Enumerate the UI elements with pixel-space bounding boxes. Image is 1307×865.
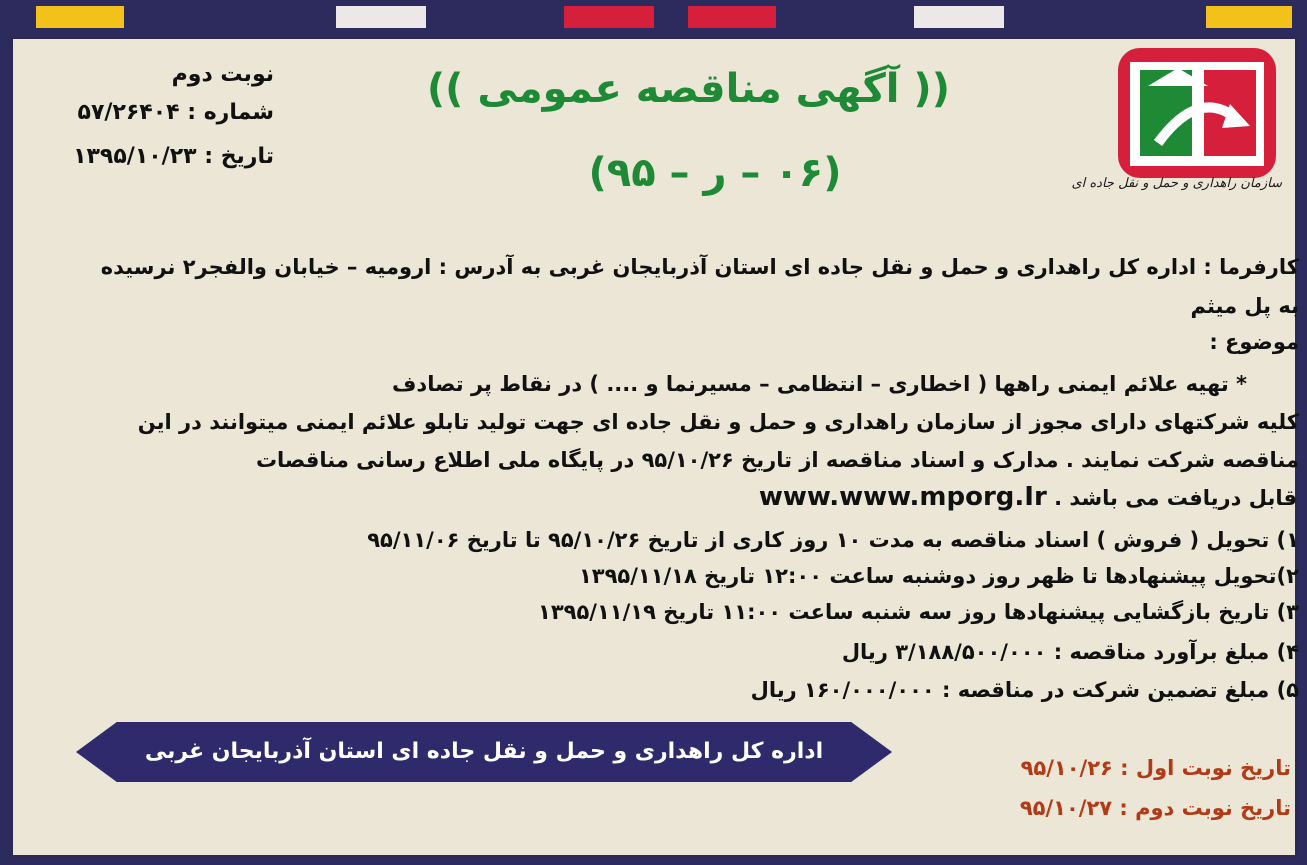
item-4: ۴) مبلغ برآورد مناقصه : ۳/۱۸۸/۵۰۰/۰۰۰ ریال: [841, 640, 1299, 664]
notice-number: شماره : ۵۷/۲۶۴۰۴: [77, 100, 274, 125]
notice-date: تاریخ : ۱۳۹۵/۱۰/۲۳: [73, 144, 274, 169]
client-line-2: به پل میثم: [1190, 294, 1299, 318]
notice-round: نوبت دوم: [171, 62, 274, 87]
strip-white-1: [336, 6, 426, 28]
client-line-1: کارفرما : اداره کل راهداری و حمل و نقل جاده ای استان آذربایجان غربی به آدرس : ارومیه – خیابان والفجر۲ نرسیده: [100, 255, 1299, 279]
logo-caption: سازمان راهداری و حمل و نقل جاده ای: [1071, 176, 1282, 191]
strip-red-1: [564, 6, 654, 28]
paragraph-line-1: کلیه شرکتهای دارای مجوز از سازمان راهداری و حمل و نقل جاده ای جهت تولید تابلو علائم ایمنی میتوانند در این: [137, 410, 1299, 434]
notice-code: (۰۶ – ر – ۹۵): [588, 150, 842, 196]
download-text: قابل دریافت می باشد .: [1054, 486, 1297, 510]
item-5: ۵) مبلغ تضمین شرکت در مناقصه : ۱۶۰/۰۰۰/۰۰۰ ریال: [750, 678, 1299, 702]
subject-label: موضوع :: [1209, 330, 1299, 354]
first-round-date: تاریخ نوبت اول : ۹۵/۱۰/۲۶: [1020, 756, 1291, 780]
strip-red-2: [688, 6, 776, 28]
item-1: ۱) تحویل ( فروش ) اسناد مناقصه به مدت ۱۰ روز کاری از تاریخ ۹۵/۱۰/۲۶ تا تاریخ ۹۵/۱۱/۰۶: [367, 528, 1299, 552]
strip-white-2: [914, 6, 1004, 28]
issuer-banner-text: اداره کل راهداری و حمل و نقل جاده ای استان آذربایجان غربی: [144, 739, 824, 764]
website-link[interactable]: www.www.mporg.Ir: [758, 482, 1047, 512]
second-round-date: تاریخ نوبت دوم : ۹۵/۱۰/۲۷: [1019, 796, 1291, 820]
paragraph-line-3: [759, 482, 1297, 512]
item-2: ۲)تحویل پیشنهادها تا ظهر روز دوشنبه ساعت ۱۲:۰۰ تاریخ ۱۳۹۵/۱۱/۱۸: [578, 564, 1299, 588]
strip-yellow-right: [1206, 6, 1292, 28]
item-3: ۳) تاریخ بازگشایی پیشنهادها روز سه شنبه ساعت ۱۱:۰۰ تاریخ ۱۳۹۵/۱۱/۱۹: [538, 600, 1299, 624]
strip-yellow-left: [36, 6, 124, 28]
subject-text: * تهیه علائم ایمنی راهها ( اخطاری – انتظامی – مسیرنما و .... ) در نقاط پر تصادف: [392, 372, 1247, 396]
notice-title: (( آگهی مناقصه عمومی )): [426, 66, 950, 112]
paragraph-line-2: مناقصه شرکت نمایند . مدارک و اسناد مناقصه از تاریخ ۹۵/۱۰/۲۶ در پایگاه ملی اطلاع رسانی مناقصات: [255, 448, 1299, 472]
